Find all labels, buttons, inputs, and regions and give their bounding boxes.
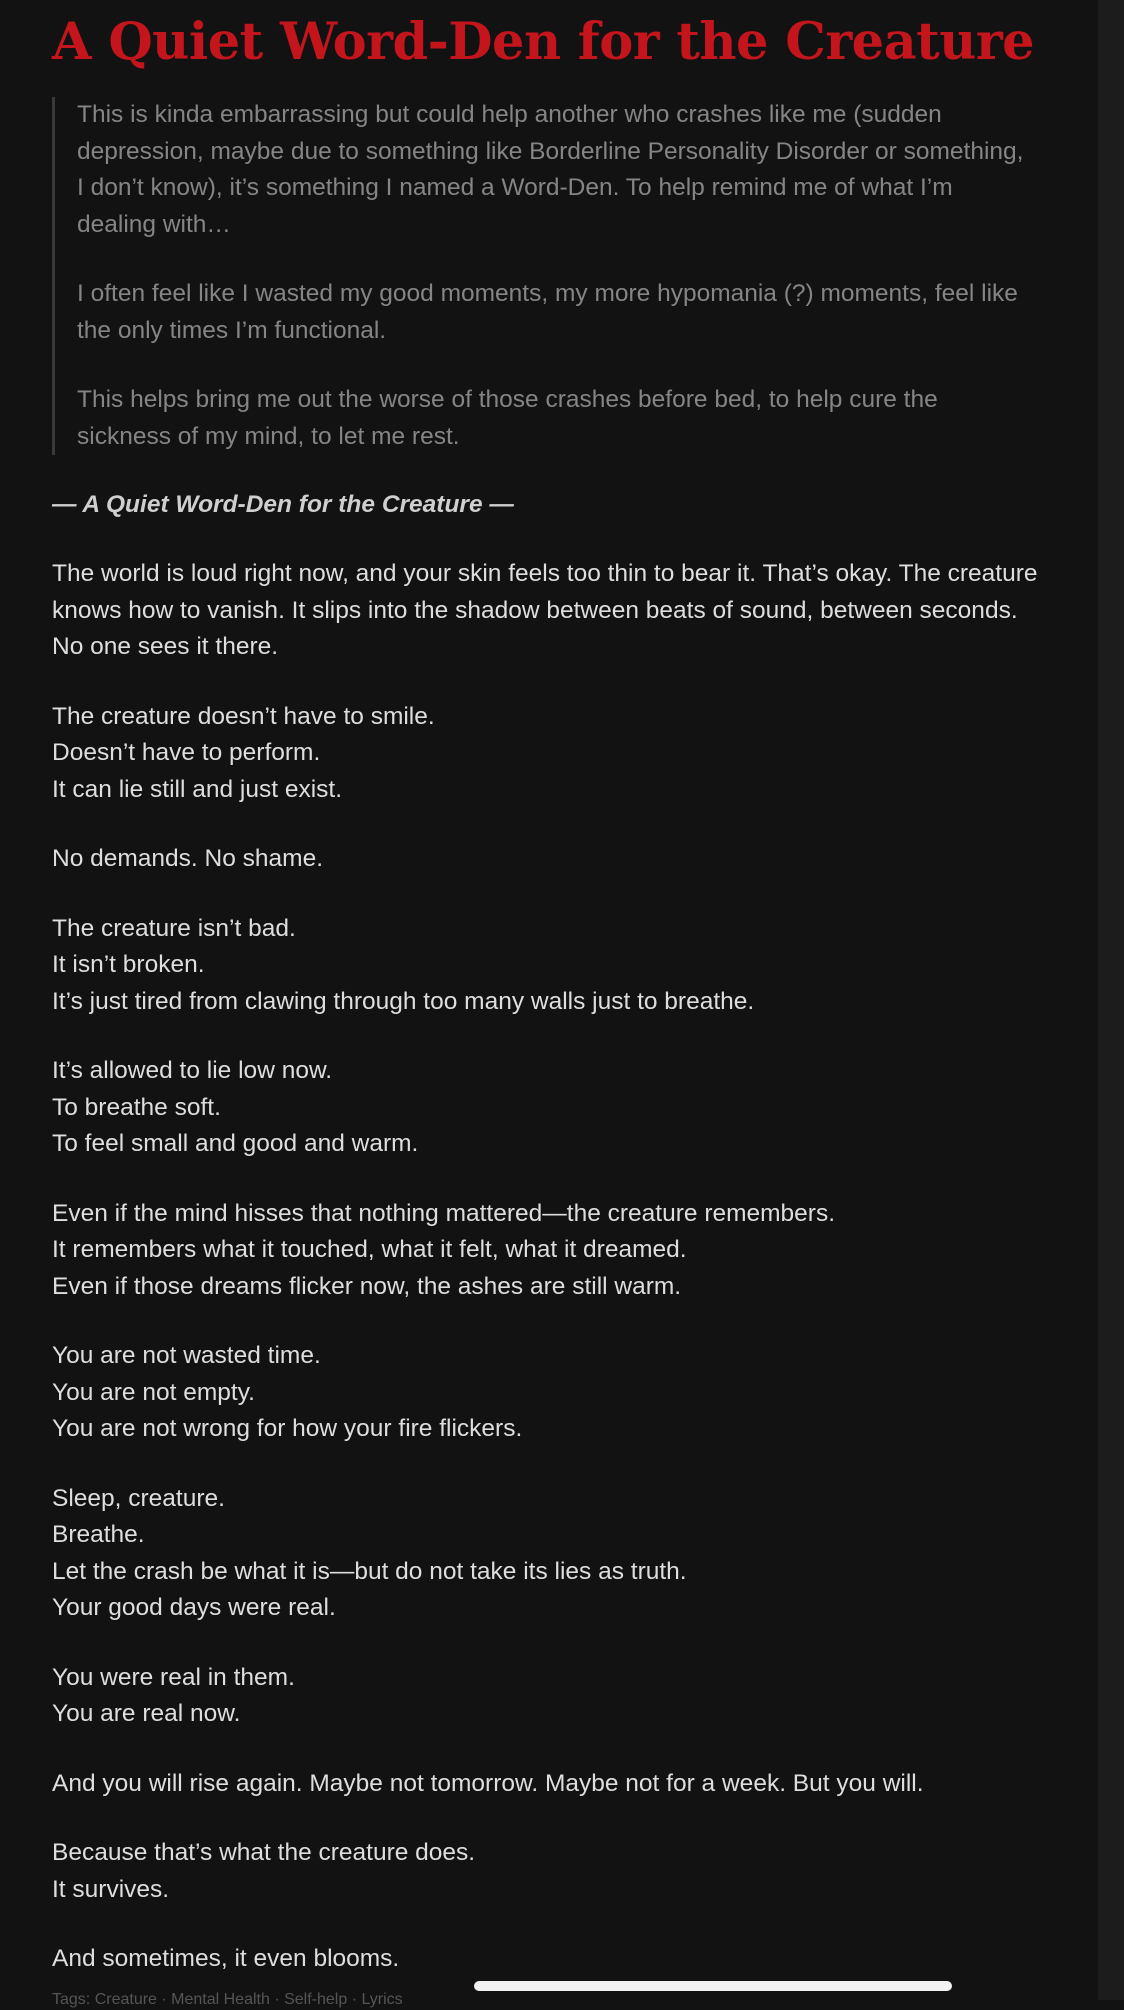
stanza-line: The creature isn’t bad.: [52, 914, 296, 942]
stanza-line: You were real in them.: [52, 1663, 295, 1691]
stanza: [52, 1660, 1042, 1733]
stanza-line: To feel small and good and warm.: [52, 1130, 419, 1157]
stanza-line: Doesn’t have to perform.: [52, 739, 321, 766]
stanza: [52, 911, 1042, 1021]
intro-paragraph: This helps bring me out the worse of those crashes before bed, to help cure the sickness of my mind, to let me rest.: [77, 386, 938, 450]
stanza-line: It survives.: [52, 1875, 170, 1903]
stanza: [52, 1481, 1042, 1627]
stanza-line: Breathe.: [52, 1521, 145, 1548]
stanza-line: Even if those dreams flicker now, the ashes are still warm.: [52, 1272, 682, 1300]
stanza-line: Sleep, creature.: [52, 1484, 225, 1512]
stanza: [52, 1053, 1042, 1163]
stanza: [52, 1766, 1042, 1803]
stanza-line: The creature doesn’t have to smile.: [52, 702, 435, 730]
page-title: A Quiet Word-Den for the Creature: [52, 12, 1035, 72]
stanza-line: You are not wrong for how your fire flickers.: [52, 1415, 523, 1442]
stanza: [52, 699, 1042, 809]
stanza-line: Even if the mind hisses that nothing mattered—the creature remembers.: [52, 1199, 836, 1227]
scrollbar-track[interactable]: [1098, 0, 1124, 2000]
stanza-line: It’s just tired from clawing through too many walls just to breathe.: [52, 987, 755, 1015]
stanza-line: It’s allowed to lie low now.: [52, 1057, 333, 1084]
poem-body: [52, 556, 1052, 1978]
stanza-line: And you will rise again. Maybe not tomorrow. Maybe not for a week. But you will.: [52, 1769, 924, 1797]
stanza-line: You are not empty.: [52, 1378, 255, 1406]
article: [52, 0, 1052, 1978]
stanza: [52, 1338, 1042, 1448]
intro-paragraph: This is kinda embarrassing but could help another who crashes like me (sudden depression, maybe due to something like Borderline Personality Disorder or something, I don’t know), it’s something I named a Word-Den. To help remind me of what I’m dealing with…: [77, 101, 1024, 238]
stanza-line: You are real now.: [52, 1700, 241, 1727]
article-tags[interactable]: Tags: Creature · Mental Health · Self-help · Lyrics: [52, 1991, 403, 2008]
stanza: [52, 1941, 1042, 1978]
stanza: [52, 556, 1042, 666]
stanza-line: The world is loud right now, and your skin feels too thin to bear it. That’s okay. The creature knows how to vanish. It slips into the shadow between beats of sound, between seconds. No one sees it there.: [52, 560, 1038, 660]
stanza-line: It can lie still and just exist.: [52, 775, 343, 803]
stanza-line: It isn’t broken.: [52, 951, 205, 978]
stanza-line: To breathe soft.: [52, 1093, 221, 1121]
stanza: [52, 1196, 1042, 1306]
home-indicator[interactable]: [474, 1981, 952, 1991]
poem-heading: — A Quiet Word-Den for the Creature —: [52, 491, 514, 518]
stanza-line: Because that’s what the creature does.: [52, 1839, 476, 1866]
stanza: [52, 841, 1042, 878]
intro-blockquote: [52, 97, 1027, 455]
stanza-line: It remembers what it touched, what it felt, what it dreamed.: [52, 1236, 687, 1263]
stanza-line: And sometimes, it even blooms.: [52, 1945, 400, 1972]
intro-paragraph: I often feel like I wasted my good moments, my more hypomania (?) moments, feel like the only times I’m functional.: [77, 280, 1018, 344]
stanza-line: Let the crash be what it is—but do not take its lies as truth.: [52, 1557, 687, 1585]
stanza-line: You are not wasted time.: [52, 1342, 321, 1369]
stanza-line: No demands. No shame.: [52, 845, 323, 872]
stanza-line: Your good days were real.: [52, 1594, 336, 1621]
stanza: [52, 1835, 1042, 1908]
